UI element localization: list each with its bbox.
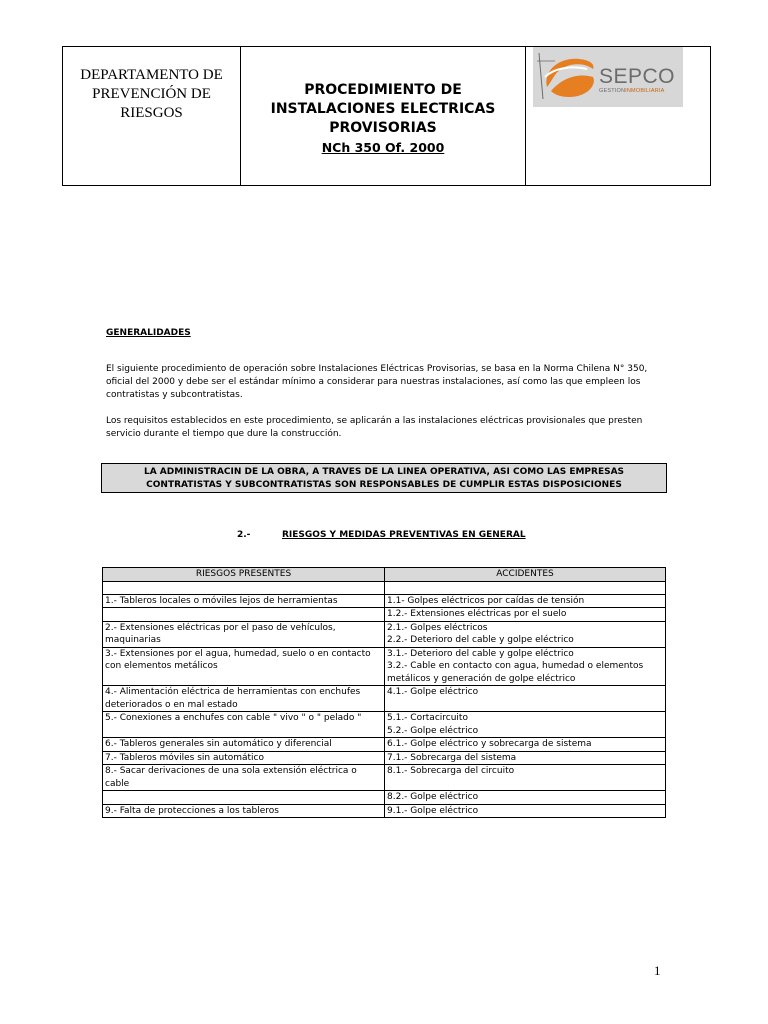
risk-cell [103,791,385,805]
logo-name: SEPCO [599,65,676,88]
paragraph-2 [106,415,666,441]
risk-cell: 1.- Tableros locales o móviles lejos de herramientas [103,594,385,608]
document-subtitle: NCh 350 Of. 2000 [321,140,445,155]
accident-cell: 1.2.- Extensiones eléctricas por el suelo [385,608,666,622]
department-line: PREVENCIÓN DE [92,86,211,102]
paragraph-line: contratistas y subcontratistas. [106,390,243,400]
accident-cell: 8.1.- Sobrecarga del circuito [385,765,666,791]
section-title: RIESGOS Y MEDIDAS PREVENTIVAS EN GENERAL [282,530,526,540]
generalidades-heading: GENERALIDADES [106,328,191,338]
document-title-line: PROVISORIAS [329,120,437,136]
risk-cell [103,608,385,622]
logo-cell [526,47,710,185]
table-row [103,621,666,647]
risk-cell [103,581,385,594]
risk-cell: 2.- Extensiones eléctricas por el paso de vehículos, maquinarias [103,621,385,647]
department-cell [63,47,241,185]
table-row [103,712,666,738]
document-title-line: INSTALACIONES ELECTRICAS [270,101,496,117]
risk-cell: 5.- Conexiones a enchufes con cable " vivo " o " pelado " [103,712,385,738]
risk-cell: 3.- Extensiones por el agua, humedad, suelo o en contacto con elementos metálicos [103,647,385,686]
document-header [62,46,711,186]
table-row [103,594,666,608]
table-header-row [103,568,666,582]
paragraph-line: servicio durante el tiempo que dure la construcción. [106,429,342,439]
risk-cell: 4.- Alimentación eléctrica de herramientas con enchufes deteriorados o en mal estado [103,686,385,712]
accident-cell: 9.1.- Golpe eléctrico [385,804,666,818]
paragraph-line: Los requisitos establecidos en este procedimiento, se aplicarán a las instalaciones eléctricas provisionales que presten [106,416,643,426]
table-row [103,791,666,805]
table-row [103,581,666,594]
company-logo [533,47,683,107]
table-row [103,647,666,686]
accident-cell: 5.1.- Cortacircuito 5.2.- Golpe eléctrico [385,712,666,738]
accident-cell: 3.1.- Deterioro del cable y golpe eléctrico 3.2.- Cable en contacto con agua, humedad o elementos metálicos y generación de golpe eléctrico [385,647,666,686]
department-line: DEPARTAMENTO DE [80,67,223,83]
risk-cell: 8.- Sacar derivaciones de una sola extensión eléctrica o cable [103,765,385,791]
risk-cell: 6.- Tableros generales sin automático y diferencial [103,738,385,752]
logo-tagline-left: GESTION [599,88,626,94]
risk-cell: 9.- Falta de protecciones a los tableros [103,804,385,818]
accident-cell: 1.1- Golpes eléctricos por caídas de tensión [385,594,666,608]
header-accidentes: ACCIDENTES [385,568,666,582]
section-number: 2.- [237,530,251,540]
paragraph-line: El siguiente procedimiento de operación sobre Instalaciones Eléctricas Provisorias, se basa en la Norma Chilena N° 350, [106,364,648,374]
page-number: 1 [654,963,661,978]
accident-cell: 4.1.- Golpe eléctrico [385,686,666,712]
table-row [103,686,666,712]
document-title-line: PROCEDIMIENTO DE [304,82,462,98]
logo-tagline [599,88,665,94]
risk-table [102,567,666,818]
table-row [103,765,666,791]
table-row [103,751,666,765]
risk-cell: 7.- Tableros móviles sin automático [103,751,385,765]
paragraph-1 [106,363,666,402]
table-row [103,804,666,818]
table-row [103,608,666,622]
accident-cell [385,581,666,594]
notice-line: LA ADMINISTRACIN DE LA OBRA, A TRAVES DE LA LINEA OPERATIVA, ASI COMO LAS EMPRESAS [143,467,625,477]
responsibility-notice [101,463,667,493]
accident-cell: 8.2.- Golpe eléctrico [385,791,666,805]
accident-cell: 2.1.- Golpes eléctricos 2.2.- Deterioro del cable y golpe eléctrico [385,621,666,647]
accident-cell: 7.1.- Sobrecarga del sistema [385,751,666,765]
title-cell [241,47,526,185]
accident-cell: 6.1.- Golpe eléctrico y sobrecarga de sistema [385,738,666,752]
header-riesgos: RIESGOS PRESENTES [103,568,385,582]
paragraph-line: oficial del 2000 y debe ser el estándar mínimo a considerar para nuestras instalaciones, así como las que empleen los [106,377,641,387]
logo-tagline-right: INMOBILIARIA [625,88,665,94]
department-line: RIESGOS [120,105,183,121]
table-row [103,738,666,752]
notice-line: CONTRATISTAS Y SUBCONTRATISTAS SON RESPONSABLES DE CUMPLIR ESTAS DISPOSICIONES [146,480,622,490]
